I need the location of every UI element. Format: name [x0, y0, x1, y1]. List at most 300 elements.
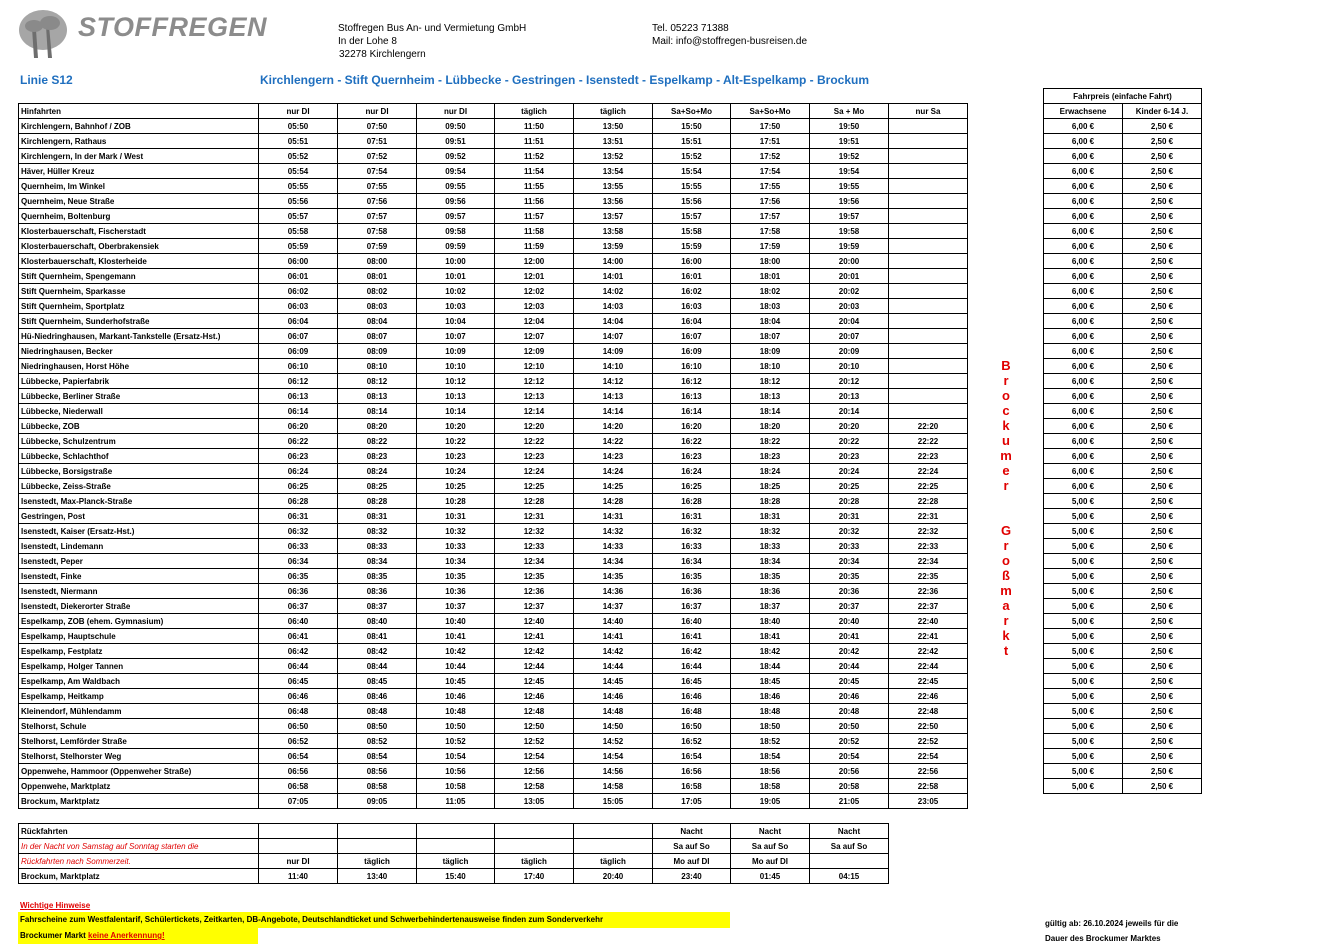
time-cell: 07:56	[338, 194, 417, 209]
time-cell: 18:36	[731, 584, 810, 599]
time-cell: 14:58	[574, 779, 653, 794]
time-cell: 16:13	[653, 389, 731, 404]
time-cell: 22:46	[889, 689, 968, 704]
time-cell: 20:01	[810, 269, 889, 284]
fare-cell: 6,00 €	[1044, 359, 1123, 374]
stop-name-cell: Klosterbauerschaft, Fischerstadt	[19, 224, 259, 239]
time-cell: 20:35	[810, 569, 889, 584]
time-cell: 14:07	[574, 329, 653, 344]
table-row	[19, 749, 968, 764]
time-cell: 06:01	[259, 269, 338, 284]
time-cell: 22:35	[889, 569, 968, 584]
return-cell	[259, 839, 338, 854]
time-cell: 16:58	[653, 779, 731, 794]
column-header-trip: täglich	[574, 104, 653, 119]
stop-name-cell: Niedringhausen, Becker	[19, 344, 259, 359]
time-cell	[889, 209, 968, 224]
time-cell: 17:52	[731, 149, 810, 164]
time-cell: 18:24	[731, 464, 810, 479]
time-cell: 08:33	[338, 539, 417, 554]
fare-cell: 2,50 €	[1123, 404, 1202, 419]
return-cell: täglich	[417, 854, 495, 869]
time-cell: 08:23	[338, 449, 417, 464]
table-row	[19, 524, 968, 539]
fare-row	[1044, 419, 1202, 434]
time-cell: 20:14	[810, 404, 889, 419]
table-row	[19, 359, 968, 374]
stop-name-cell: Stift Quernheim, Sunderhofstraße	[19, 314, 259, 329]
time-cell: 20:25	[810, 479, 889, 494]
time-cell	[889, 239, 968, 254]
fare-cell: 2,50 €	[1123, 254, 1202, 269]
time-cell: 20:37	[810, 599, 889, 614]
table-row	[19, 629, 968, 644]
time-cell: 18:04	[731, 314, 810, 329]
table-row	[19, 179, 968, 194]
fare-row	[1044, 749, 1202, 764]
time-cell: 18:45	[731, 674, 810, 689]
vertical-letter: c	[1002, 403, 1010, 418]
fare-row	[1044, 374, 1202, 389]
time-cell: 12:07	[495, 329, 574, 344]
time-cell: 10:34	[417, 554, 495, 569]
fare-row	[1044, 134, 1202, 149]
time-cell: 16:33	[653, 539, 731, 554]
time-cell: 08:35	[338, 569, 417, 584]
fare-row	[1044, 569, 1202, 584]
time-cell: 06:31	[259, 509, 338, 524]
fare-cell: 2,50 €	[1123, 659, 1202, 674]
time-cell: 11:51	[495, 134, 574, 149]
notice-line-1: Fahrscheine zum Westfalentarif, Schülertickets, Zeitkarten, DB-Angebote, Deutschlandticket und Schwerbehindertenausweise finden zum Sonderverkehr	[18, 912, 730, 928]
time-cell: 07:58	[338, 224, 417, 239]
time-cell: 22:40	[889, 614, 968, 629]
return-cell: Sa auf So	[810, 839, 889, 854]
fare-row	[1044, 449, 1202, 464]
fare-row	[1044, 539, 1202, 554]
time-cell: 22:56	[889, 764, 968, 779]
time-cell: 08:52	[338, 734, 417, 749]
time-cell: 10:28	[417, 494, 495, 509]
fare-cell: 2,50 €	[1123, 734, 1202, 749]
return-cell: 20:40	[574, 869, 653, 884]
fare-cell: 2,50 €	[1123, 284, 1202, 299]
time-cell: 06:10	[259, 359, 338, 374]
fare-row	[1044, 344, 1202, 359]
time-cell: 09:54	[417, 164, 495, 179]
time-cell: 06:24	[259, 464, 338, 479]
fare-cell: 2,50 €	[1123, 644, 1202, 659]
time-cell: 07:50	[338, 119, 417, 134]
stop-name-cell: Lübbecke, Berliner Straße	[19, 389, 259, 404]
fare-row	[1044, 389, 1202, 404]
time-cell: 08:25	[338, 479, 417, 494]
time-cell: 15:52	[653, 149, 731, 164]
time-cell: 06:09	[259, 344, 338, 359]
time-cell: 18:48	[731, 704, 810, 719]
time-cell: 16:45	[653, 674, 731, 689]
fare-cell: 6,00 €	[1044, 269, 1123, 284]
time-cell: 11:55	[495, 179, 574, 194]
return-cell: täglich	[495, 854, 574, 869]
fare-cell: 2,50 €	[1123, 509, 1202, 524]
time-cell: 06:20	[259, 419, 338, 434]
time-cell: 11:59	[495, 239, 574, 254]
time-cell: 16:31	[653, 509, 731, 524]
time-cell: 06:25	[259, 479, 338, 494]
time-cell: 06:54	[259, 749, 338, 764]
fare-cell: 5,00 €	[1044, 629, 1123, 644]
time-cell: 19:52	[810, 149, 889, 164]
fare-cell: 2,50 €	[1123, 689, 1202, 704]
stop-name-cell: Stift Quernheim, Sportplatz	[19, 299, 259, 314]
time-cell: 12:25	[495, 479, 574, 494]
return-cell: Nacht	[653, 824, 731, 839]
table-row	[19, 299, 968, 314]
time-cell	[889, 389, 968, 404]
time-cell: 20:10	[810, 359, 889, 374]
time-cell: 17:56	[731, 194, 810, 209]
time-cell: 12:12	[495, 374, 574, 389]
time-cell: 14:13	[574, 389, 653, 404]
vertical-letter: a	[1002, 598, 1010, 613]
fare-cell: 2,50 €	[1123, 374, 1202, 389]
time-cell: 18:37	[731, 599, 810, 614]
time-cell: 14:31	[574, 509, 653, 524]
mail-link[interactable]: Mail: info@stoffregen-busreisen.de	[652, 36, 808, 47]
time-cell: 05:55	[259, 179, 338, 194]
time-cell: 22:24	[889, 464, 968, 479]
table-row	[19, 164, 968, 179]
fare-row	[1044, 629, 1202, 644]
time-cell: 13:54	[574, 164, 653, 179]
return-cell: 01:45	[731, 869, 810, 884]
time-cell: 09:56	[417, 194, 495, 209]
time-cell: 20:50	[810, 719, 889, 734]
time-cell: 10:12	[417, 374, 495, 389]
table-row	[19, 344, 968, 359]
return-cell: nur DI	[259, 854, 338, 869]
fare-cell: 5,00 €	[1044, 614, 1123, 629]
time-cell: 06:58	[259, 779, 338, 794]
time-cell: 16:01	[653, 269, 731, 284]
time-cell: 08:37	[338, 599, 417, 614]
time-cell: 16:46	[653, 689, 731, 704]
return-cell: Nacht	[731, 824, 810, 839]
time-cell	[889, 299, 968, 314]
return-cell: Sa auf So	[653, 839, 731, 854]
fare-cell: 2,50 €	[1123, 239, 1202, 254]
fare-cell: 6,00 €	[1044, 284, 1123, 299]
notice-line-2-text: Brockumer Markt	[20, 931, 89, 940]
fare-cell: 6,00 €	[1044, 224, 1123, 239]
time-cell: 10:13	[417, 389, 495, 404]
fare-row	[1044, 689, 1202, 704]
time-cell: 08:44	[338, 659, 417, 674]
table-row	[19, 659, 968, 674]
time-cell: 23:05	[889, 794, 968, 809]
time-cell: 14:24	[574, 464, 653, 479]
time-cell: 08:07	[338, 329, 417, 344]
time-cell: 17:51	[731, 134, 810, 149]
time-cell: 06:37	[259, 599, 338, 614]
stop-name-cell: Isenstedt, Niermann	[19, 584, 259, 599]
return-note-row	[19, 839, 889, 854]
time-cell: 16:09	[653, 344, 731, 359]
vertical-letter: o	[1002, 388, 1010, 403]
table-row	[19, 779, 968, 794]
time-cell: 10:22	[417, 434, 495, 449]
time-cell: 10:02	[417, 284, 495, 299]
time-cell: 13:51	[574, 134, 653, 149]
time-cell: 20:09	[810, 344, 889, 359]
table-row	[19, 314, 968, 329]
time-cell: 10:36	[417, 584, 495, 599]
time-cell: 05:51	[259, 134, 338, 149]
return-cell	[495, 839, 574, 854]
vertical-letter: t	[1003, 643, 1009, 658]
time-cell: 12:40	[495, 614, 574, 629]
time-cell: 14:48	[574, 704, 653, 719]
time-cell: 10:41	[417, 629, 495, 644]
time-cell: 20:36	[810, 584, 889, 599]
table-row	[19, 419, 968, 434]
time-cell: 16:24	[653, 464, 731, 479]
time-cell: 17:54	[731, 164, 810, 179]
fare-cell: 6,00 €	[1044, 119, 1123, 134]
time-cell: 16:00	[653, 254, 731, 269]
tree-logo-icon	[18, 8, 68, 62]
time-cell: 20:12	[810, 374, 889, 389]
time-cell: 20:03	[810, 299, 889, 314]
time-cell: 06:13	[259, 389, 338, 404]
time-cell: 10:01	[417, 269, 495, 284]
time-cell: 15:57	[653, 209, 731, 224]
time-cell: 10:56	[417, 764, 495, 779]
stop-name-cell: Oppenwehe, Marktplatz	[19, 779, 259, 794]
time-cell: 22:50	[889, 719, 968, 734]
return-days-row	[19, 854, 889, 869]
table-row	[19, 719, 968, 734]
time-cell: 18:54	[731, 749, 810, 764]
time-cell: 20:44	[810, 659, 889, 674]
time-cell: 12:24	[495, 464, 574, 479]
time-cell: 14:01	[574, 269, 653, 284]
stop-name-cell: Kirchlengern, Rathaus	[19, 134, 259, 149]
stop-name-cell: Stelhorst, Stelhorster Weg	[19, 749, 259, 764]
time-cell: 06:42	[259, 644, 338, 659]
time-cell: 18:03	[731, 299, 810, 314]
time-cell: 18:12	[731, 374, 810, 389]
table-row	[19, 509, 968, 524]
line-title: Linie S12	[20, 73, 73, 87]
time-cell: 14:20	[574, 419, 653, 434]
vertical-letter: u	[1002, 433, 1010, 448]
time-cell: 14:42	[574, 644, 653, 659]
fare-row	[1044, 329, 1202, 344]
vertical-letter: B	[1001, 358, 1011, 373]
return-cell: Mo auf DI	[653, 854, 731, 869]
time-cell: 12:41	[495, 629, 574, 644]
time-cell: 08:10	[338, 359, 417, 374]
return-cell: 17:40	[495, 869, 574, 884]
time-cell	[889, 359, 968, 374]
time-cell: 06:28	[259, 494, 338, 509]
time-cell: 10:58	[417, 779, 495, 794]
return-timetable	[18, 823, 889, 884]
time-cell: 10:03	[417, 299, 495, 314]
fare-row	[1044, 239, 1202, 254]
table-row	[19, 614, 968, 629]
fare-cell: 5,00 €	[1044, 749, 1123, 764]
stop-name-cell: Isenstedt, Lindemann	[19, 539, 259, 554]
time-cell: 10:14	[417, 404, 495, 419]
stop-name-cell: Quernheim, Neue Straße	[19, 194, 259, 209]
fare-cell: 5,00 €	[1044, 524, 1123, 539]
fare-cell: 2,50 €	[1123, 149, 1202, 164]
time-cell: 06:45	[259, 674, 338, 689]
time-cell: 12:13	[495, 389, 574, 404]
time-cell: 22:45	[889, 674, 968, 689]
time-cell: 18:52	[731, 734, 810, 749]
fare-cell: 2,50 €	[1123, 719, 1202, 734]
time-cell: 06:14	[259, 404, 338, 419]
stop-name-cell: Klosterbauerschaft, Oberbrakensiek	[19, 239, 259, 254]
time-cell: 12:02	[495, 284, 574, 299]
time-cell	[889, 254, 968, 269]
time-cell: 08:58	[338, 779, 417, 794]
return-cell	[259, 824, 338, 839]
fare-row	[1044, 764, 1202, 779]
time-cell: 14:37	[574, 599, 653, 614]
time-cell: 20:07	[810, 329, 889, 344]
time-cell: 18:46	[731, 689, 810, 704]
time-cell: 20:54	[810, 749, 889, 764]
company-address	[338, 22, 526, 61]
time-cell: 10:35	[417, 569, 495, 584]
table-row	[19, 449, 968, 464]
time-cell: 14:33	[574, 539, 653, 554]
time-cell: 19:59	[810, 239, 889, 254]
time-cell: 20:31	[810, 509, 889, 524]
time-cell: 10:20	[417, 419, 495, 434]
time-cell: 12:33	[495, 539, 574, 554]
time-cell: 18:22	[731, 434, 810, 449]
phone-text: Tel. 05223 71388	[652, 23, 729, 34]
time-cell: 10:31	[417, 509, 495, 524]
time-cell: 12:52	[495, 734, 574, 749]
time-cell: 16:44	[653, 659, 731, 674]
column-header-trip: nur DI	[338, 104, 417, 119]
time-cell: 18:10	[731, 359, 810, 374]
fare-cell: 2,50 €	[1123, 479, 1202, 494]
fare-row	[1044, 494, 1202, 509]
time-cell: 20:48	[810, 704, 889, 719]
time-cell: 09:58	[417, 224, 495, 239]
time-cell: 18:56	[731, 764, 810, 779]
time-cell: 12:37	[495, 599, 574, 614]
time-cell	[889, 179, 968, 194]
vertical-letter: r	[1003, 613, 1009, 628]
time-cell: 11:58	[495, 224, 574, 239]
table-row	[19, 674, 968, 689]
stop-name-cell: Stelhorst, Lemförder Straße	[19, 734, 259, 749]
time-cell: 14:34	[574, 554, 653, 569]
stop-name-cell: Kleinendorf, Mühlendamm	[19, 704, 259, 719]
fare-cell: 5,00 €	[1044, 509, 1123, 524]
return-label-cell: Rückfahrten nach Sommerzeit.	[19, 854, 259, 869]
time-cell: 18:50	[731, 719, 810, 734]
time-cell: 08:42	[338, 644, 417, 659]
time-cell: 13:57	[574, 209, 653, 224]
time-cell	[889, 149, 968, 164]
time-cell: 16:12	[653, 374, 731, 389]
time-cell: 06:32	[259, 524, 338, 539]
time-cell: 18:34	[731, 554, 810, 569]
return-cell: 13:40	[338, 869, 417, 884]
time-cell: 05:58	[259, 224, 338, 239]
time-cell	[889, 284, 968, 299]
time-cell: 14:22	[574, 434, 653, 449]
time-cell: 09:55	[417, 179, 495, 194]
time-cell: 16:25	[653, 479, 731, 494]
no-recognition-text: keine Anerkennung!	[88, 931, 165, 940]
table-row	[19, 224, 968, 239]
fare-cell: 2,50 €	[1123, 584, 1202, 599]
fare-row	[1044, 734, 1202, 749]
time-cell: 14:23	[574, 449, 653, 464]
time-cell: 08:54	[338, 749, 417, 764]
time-cell: 08:48	[338, 704, 417, 719]
time-cell: 09:52	[417, 149, 495, 164]
time-cell	[889, 164, 968, 179]
time-cell: 07:51	[338, 134, 417, 149]
time-cell: 14:04	[574, 314, 653, 329]
table-row	[19, 404, 968, 419]
table-row	[19, 134, 968, 149]
time-cell: 12:35	[495, 569, 574, 584]
time-cell: 16:52	[653, 734, 731, 749]
fare-row	[1044, 179, 1202, 194]
table-row	[19, 284, 968, 299]
time-cell: 14:03	[574, 299, 653, 314]
time-cell: 14:02	[574, 284, 653, 299]
time-cell: 14:10	[574, 359, 653, 374]
fare-row	[1044, 194, 1202, 209]
fare-cell: 2,50 €	[1123, 269, 1202, 284]
table-row	[19, 269, 968, 284]
time-cell: 06:34	[259, 554, 338, 569]
time-cell: 18:41	[731, 629, 810, 644]
time-cell: 09:59	[417, 239, 495, 254]
fare-cell: 2,50 €	[1123, 764, 1202, 779]
time-cell: 07:52	[338, 149, 417, 164]
fare-cell: 2,50 €	[1123, 119, 1202, 134]
time-cell: 12:22	[495, 434, 574, 449]
fare-row	[1044, 614, 1202, 629]
table-row	[19, 389, 968, 404]
time-cell: 20:40	[810, 614, 889, 629]
time-cell: 22:48	[889, 704, 968, 719]
vertical-letter: r	[1003, 538, 1009, 553]
fare-cell: 6,00 €	[1044, 179, 1123, 194]
time-cell: 17:05	[653, 794, 731, 809]
table-row	[19, 644, 968, 659]
fare-cell: 6,00 €	[1044, 254, 1123, 269]
time-cell: 06:40	[259, 614, 338, 629]
table-row	[19, 539, 968, 554]
time-cell: 08:03	[338, 299, 417, 314]
